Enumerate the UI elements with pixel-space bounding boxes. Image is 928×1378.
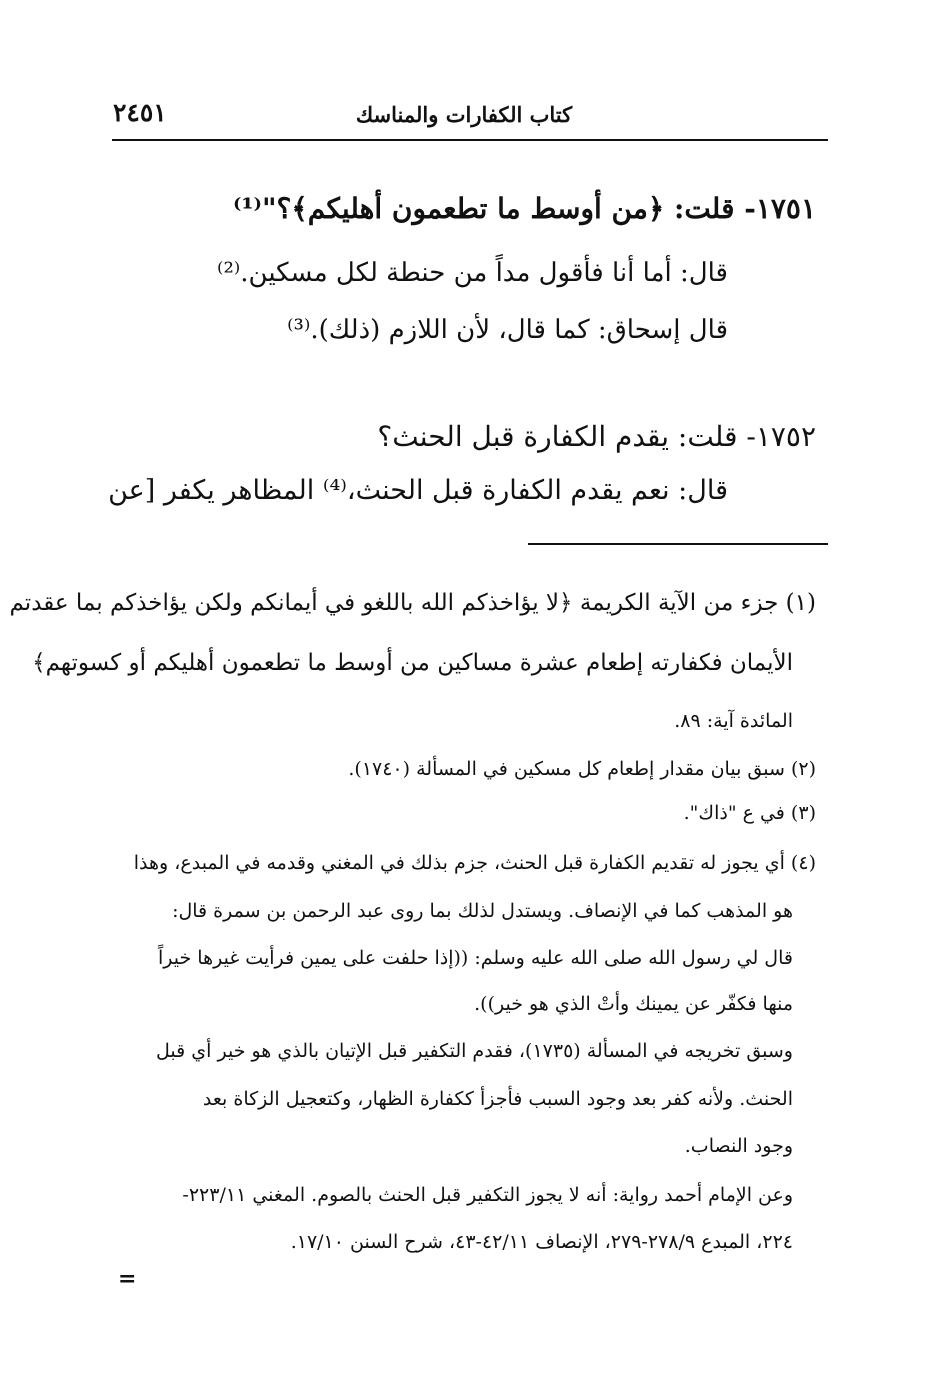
footnote-rule [528, 543, 828, 545]
page-number: ٢٤٥١ [113, 98, 167, 127]
answer-1751-line-1: قال: أما أنا فأقول مداً من حنطة لكل مسكين.⁽²⁾ [217, 258, 728, 288]
footnote-4-line-4: منها فكفّر عن يمينك وأتْ الذي هو خير)). [474, 993, 793, 1015]
footnote-4-line-8: وعن الإمام أحمد رواية: أنه لا يجوز التكفير قبل الحنث بالصوم. المغني ٢٢٣/١١- [182, 1184, 793, 1206]
footnote-4-line-9: ٢٢٤، المبدع ٢٧٨/٩-٢٧٩، الإنصاف ٤٢/١١-٤٣، شرح السنن ١٧/١٠. [290, 1231, 793, 1253]
question-1752: ١٧٥٢- قلت: يقدم الكفارة قبل الحنث؟ [377, 420, 816, 453]
footnote-1-line-1: (١) جزء من الآية الكريمة ﴿لا يؤاخذكم الله باللغو في أيمانكم ولكن يؤاخذكم بما عقدتم [9, 590, 816, 616]
footnote-3: (٣) في ع "ذاك". [683, 802, 816, 824]
running-header-title: كتاب الكفارات والمناسك [355, 102, 573, 127]
footnote-4-line-2: هو المذهب كما في الإنصاف. ويستدل لذلك بما روى عبد الرحمن بن سمرة قال: [172, 900, 793, 922]
footnote-4-line-7: وجود النصاب. [684, 1135, 793, 1157]
answer-1751-line-2: قال إسحاق: كما قال، لأن اللازم (ذلك).⁽³⁾ [287, 315, 728, 345]
footnote-4-line-1: (٤) أي يجوز له تقديم الكفارة قبل الحنث، جزم بذلك في المغني وقدمه في المبدع، وهذا [133, 852, 816, 874]
footnote-1-line-3: المائدة آية: ٨٩. [674, 710, 793, 732]
question-1751: ١٧٥١- قلت: ﴿من أوسط ما تطعمون أهليكم﴾؟"⁽¹⁾ [233, 192, 816, 225]
footnote-4-line-5: وسبق تخريجه في المسألة (١٧٣٥)، فقدم التكفير قبل الإتيان بالذي هو خير أي قبل [156, 1040, 793, 1062]
header-rule [112, 139, 828, 141]
footnote-1-line-2: الأيمان فكفارته إطعام عشرة مساكين من أوسط ما تطعمون أهليكم أو كسوتهم﴾ [32, 650, 793, 676]
footnote-4-line-6: الحنث. ولأنه كفر بعد وجود السبب فأجزأ ككفارة الظهار، وكتعجيل الزكاة بعد [202, 1088, 793, 1110]
footnote-4-line-3: قال لي رسول الله صلى الله عليه وسلم: ((إذا حلفت على يمين فرأيت غيرها خيراً [158, 947, 793, 969]
footnote-2: (٢) سبق بيان مقدار إطعام كل مسكين في المسألة (١٧٤٠). [348, 758, 816, 780]
answer-1752-line-1: قال: نعم يقدم الكفارة قبل الحنث،⁽⁴⁾ المظاهر يكفر [عن [108, 475, 728, 506]
continuation-mark: = [118, 1266, 137, 1292]
